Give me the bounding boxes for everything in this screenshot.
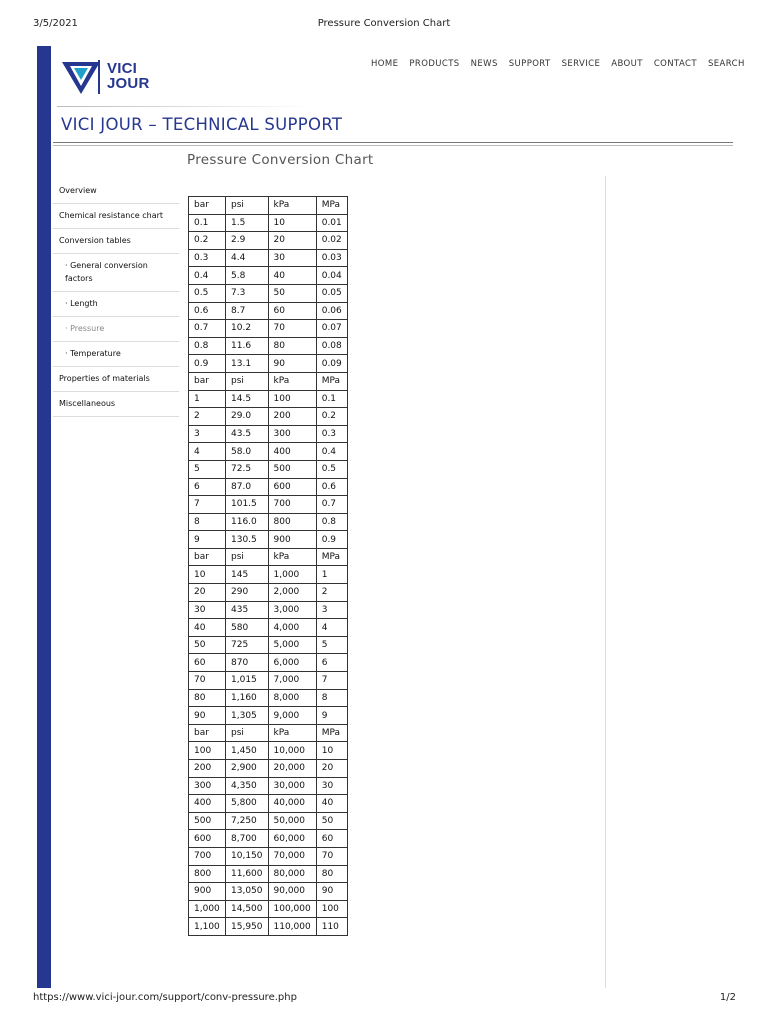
table-cell: 0.1 — [189, 214, 226, 232]
table-row — [189, 408, 348, 426]
table-cell: 300 — [268, 425, 316, 443]
table-cell: 5.8 — [226, 267, 269, 285]
table-cell: 0.8 — [189, 337, 226, 355]
table-cell: 1,450 — [226, 742, 269, 760]
table-cell: 60,000 — [268, 830, 316, 848]
table-cell: 4 — [189, 443, 226, 461]
table-cell: 8 — [189, 513, 226, 531]
table-cell: 400 — [268, 443, 316, 461]
table-cell: 0.9 — [316, 531, 347, 549]
table-row — [189, 302, 348, 320]
table-cell: 80 — [268, 337, 316, 355]
sidebar-item[interactable]: Overview — [53, 179, 179, 204]
print-url: https://www.vici-jour.com/support/conv-pressure.php — [33, 992, 297, 1003]
table-row — [189, 267, 348, 285]
table-row — [189, 320, 348, 338]
table-header-row — [189, 197, 348, 215]
table-cell: 30 — [268, 249, 316, 267]
table-header-row — [189, 372, 348, 390]
table-row — [189, 478, 348, 496]
table-cell: 4,000 — [268, 619, 316, 637]
table-cell: 100,000 — [268, 900, 316, 918]
table-cell: 435 — [226, 601, 269, 619]
table-row — [189, 636, 348, 654]
table-cell: 100 — [268, 390, 316, 408]
table-row — [189, 337, 348, 355]
table-cell: bar — [189, 372, 226, 390]
table-cell: 100 — [189, 742, 226, 760]
table-cell: 0.6 — [189, 302, 226, 320]
main-nav — [371, 59, 745, 69]
table-cell: 70,000 — [268, 847, 316, 865]
table-cell: 2 — [189, 408, 226, 426]
table-cell: 50 — [316, 812, 347, 830]
table-row — [189, 830, 348, 848]
sidebar-item[interactable]: Properties of materials — [53, 367, 179, 392]
section-title: VICI JOUR – TECHNICAL SUPPORT — [61, 115, 343, 134]
table-cell: 14,500 — [226, 900, 269, 918]
table-cell: 600 — [189, 830, 226, 848]
table-cell: 13,050 — [226, 883, 269, 901]
table-cell: 50,000 — [268, 812, 316, 830]
table-cell: 80 — [189, 689, 226, 707]
table-cell: 87.0 — [226, 478, 269, 496]
table-cell: 7 — [316, 672, 347, 690]
table-cell: 0.01 — [316, 214, 347, 232]
table-cell: 1 — [316, 566, 347, 584]
table-cell: MPa — [316, 197, 347, 215]
table-cell: 8.7 — [226, 302, 269, 320]
table-cell: 20 — [189, 584, 226, 602]
table-cell: 500 — [268, 460, 316, 478]
logo-v-icon — [62, 60, 100, 94]
table-cell: 58.0 — [226, 443, 269, 461]
table-row — [189, 707, 348, 725]
table-cell: 13.1 — [226, 355, 269, 373]
table-cell: 80 — [316, 865, 347, 883]
table-cell: 10,000 — [268, 742, 316, 760]
table-cell: 0.06 — [316, 302, 347, 320]
table-cell: 5 — [316, 636, 347, 654]
table-cell: 9 — [189, 531, 226, 549]
table-cell: 700 — [268, 496, 316, 514]
table-cell: 0.04 — [316, 267, 347, 285]
table-cell: 0.2 — [316, 408, 347, 426]
table-cell: 300 — [189, 777, 226, 795]
table-cell: 50 — [189, 636, 226, 654]
table-row — [189, 672, 348, 690]
table-cell: 2,000 — [268, 584, 316, 602]
table-cell: 40,000 — [268, 795, 316, 813]
table-cell: 725 — [226, 636, 269, 654]
table-cell: MPa — [316, 548, 347, 566]
table-cell: 90,000 — [268, 883, 316, 901]
table-cell: 8,700 — [226, 830, 269, 848]
nav-search[interactable]: SEARCH — [707, 59, 745, 69]
table-cell: 400 — [189, 795, 226, 813]
table-cell: 10.2 — [226, 320, 269, 338]
table-row — [189, 689, 348, 707]
table-cell: 3 — [189, 425, 226, 443]
table-row — [189, 795, 348, 813]
table-cell: 900 — [268, 531, 316, 549]
table-cell: 0.05 — [316, 284, 347, 302]
table-cell: 30 — [189, 601, 226, 619]
table-cell: 0.5 — [189, 284, 226, 302]
table-cell: 2.9 — [226, 232, 269, 250]
table-cell: psi — [226, 372, 269, 390]
table-cell: 1,000 — [189, 900, 226, 918]
table-cell: 8,000 — [268, 689, 316, 707]
header-divider — [57, 106, 312, 107]
sidebar-item[interactable]: · Length — [53, 292, 179, 317]
table-cell: 0.8 — [316, 513, 347, 531]
accent-bar — [37, 46, 51, 988]
nav-news[interactable]: NEWS — [470, 59, 498, 69]
table-row — [189, 232, 348, 250]
table-row — [189, 496, 348, 514]
table-cell: 20,000 — [268, 760, 316, 778]
table-cell: 600 — [268, 478, 316, 496]
table-cell: 145 — [226, 566, 269, 584]
table-cell: 0.5 — [316, 460, 347, 478]
table-row — [189, 777, 348, 795]
sidebar-item[interactable]: · General conversion factors — [53, 254, 179, 292]
table-cell: 0.1 — [316, 390, 347, 408]
table-cell: 0.4 — [189, 267, 226, 285]
table-cell: 110,000 — [268, 918, 316, 936]
table-row — [189, 566, 348, 584]
table-cell: 101.5 — [226, 496, 269, 514]
table-cell: kPa — [268, 372, 316, 390]
table-row — [189, 460, 348, 478]
table-row — [189, 355, 348, 373]
table-cell: 10 — [268, 214, 316, 232]
table-cell: 0.2 — [189, 232, 226, 250]
title-divider-secondary — [53, 145, 733, 146]
table-cell: 1 — [189, 390, 226, 408]
table-cell: 40 — [189, 619, 226, 637]
table-cell: 9 — [316, 707, 347, 725]
table-cell: 15,950 — [226, 918, 269, 936]
table-cell: MPa — [316, 372, 347, 390]
table-row — [189, 883, 348, 901]
table-cell: 0.03 — [316, 249, 347, 267]
table-cell: 29.0 — [226, 408, 269, 426]
table-cell: kPa — [268, 548, 316, 566]
table-cell: 0.07 — [316, 320, 347, 338]
sidebar-nav — [53, 179, 179, 417]
table-cell: 40 — [268, 267, 316, 285]
table-cell: 14.5 — [226, 390, 269, 408]
sidebar-item[interactable]: Conversion tables — [53, 229, 179, 254]
table-cell: 1,160 — [226, 689, 269, 707]
pressure-conversion-table — [188, 196, 348, 936]
table-cell: 500 — [189, 812, 226, 830]
table-cell: 0.4 — [316, 443, 347, 461]
table-cell: 700 — [189, 847, 226, 865]
table-cell: 800 — [189, 865, 226, 883]
table-cell: 2,900 — [226, 760, 269, 778]
table-cell: 200 — [189, 760, 226, 778]
table-cell: 20 — [316, 760, 347, 778]
table-cell: 3 — [316, 601, 347, 619]
table-cell: 90 — [316, 883, 347, 901]
table-row — [189, 443, 348, 461]
table-cell: 0.7 — [316, 496, 347, 514]
table-cell: 7 — [189, 496, 226, 514]
table-row — [189, 513, 348, 531]
logo-text — [107, 61, 149, 91]
table-row — [189, 742, 348, 760]
table-row — [189, 918, 348, 936]
table-cell: 100 — [316, 900, 347, 918]
table-cell: 6 — [316, 654, 347, 672]
table-cell: 900 — [189, 883, 226, 901]
print-page-number: 1/2 — [719, 992, 736, 1003]
nav-service[interactable]: SERVICE — [561, 59, 601, 69]
logo-line2: JOUR — [107, 75, 150, 92]
nav-products[interactable]: PRODUCTS — [409, 59, 460, 69]
table-cell: 0.08 — [316, 337, 347, 355]
table-cell: 70 — [316, 847, 347, 865]
table-cell: 800 — [268, 513, 316, 531]
table-cell: 6,000 — [268, 654, 316, 672]
table-cell: 0.6 — [316, 478, 347, 496]
table-header-row — [189, 548, 348, 566]
table-cell: 7,250 — [226, 812, 269, 830]
table-cell: 30 — [316, 777, 347, 795]
table-cell: 1,100 — [189, 918, 226, 936]
table-cell: 7.3 — [226, 284, 269, 302]
table-cell: 6 — [189, 478, 226, 496]
table-cell: psi — [226, 197, 269, 215]
table-row — [189, 284, 348, 302]
table-cell: 7,000 — [268, 672, 316, 690]
table-cell: 10 — [316, 742, 347, 760]
table-cell: 5 — [189, 460, 226, 478]
table-row — [189, 619, 348, 637]
table-cell: 10,150 — [226, 847, 269, 865]
nav-contact[interactable]: CONTACT — [653, 59, 697, 69]
table-cell: 90 — [268, 355, 316, 373]
table-header-row — [189, 724, 348, 742]
table-cell: 580 — [226, 619, 269, 637]
table-cell: 870 — [226, 654, 269, 672]
table-cell: 0.3 — [189, 249, 226, 267]
table-cell: bar — [189, 548, 226, 566]
site-logo[interactable] — [62, 60, 162, 96]
table-cell: 200 — [268, 408, 316, 426]
table-cell: 8 — [316, 689, 347, 707]
table-cell: 0.02 — [316, 232, 347, 250]
table-cell: 1,305 — [226, 707, 269, 725]
table-cell: 4 — [316, 619, 347, 637]
table-cell: 50 — [268, 284, 316, 302]
table-cell: 0.09 — [316, 355, 347, 373]
table-cell: 130.5 — [226, 531, 269, 549]
nav-support[interactable]: SUPPORT — [508, 59, 551, 69]
table-row — [189, 214, 348, 232]
table-row — [189, 601, 348, 619]
sidebar-item[interactable]: Chemical resistance chart — [53, 204, 179, 229]
table-cell: 1.5 — [226, 214, 269, 232]
table-row — [189, 865, 348, 883]
logo-line1: VICI — [107, 60, 137, 77]
table-cell: 10 — [189, 566, 226, 584]
table-cell: 30,000 — [268, 777, 316, 795]
table-row — [189, 654, 348, 672]
table-cell: 3,000 — [268, 601, 316, 619]
nav-home[interactable]: HOME — [371, 59, 399, 69]
table-cell: 1,015 — [226, 672, 269, 690]
table-cell: 9,000 — [268, 707, 316, 725]
table-cell: 20 — [268, 232, 316, 250]
table-cell: 11.6 — [226, 337, 269, 355]
table-cell: 2 — [316, 584, 347, 602]
table-cell: kPa — [268, 197, 316, 215]
table-cell: bar — [189, 724, 226, 742]
table-cell: psi — [226, 548, 269, 566]
table-row — [189, 760, 348, 778]
table-cell: 110 — [316, 918, 347, 936]
sidebar-item[interactable]: · Pressure — [53, 317, 179, 342]
table-row — [189, 425, 348, 443]
table-cell: 290 — [226, 584, 269, 602]
table-cell: 4,350 — [226, 777, 269, 795]
table-cell: 5,000 — [268, 636, 316, 654]
table-cell: 90 — [189, 707, 226, 725]
table-cell: 116.0 — [226, 513, 269, 531]
table-cell: 0.7 — [189, 320, 226, 338]
table-cell: 70 — [268, 320, 316, 338]
table-row — [189, 531, 348, 549]
table-cell: 70 — [189, 672, 226, 690]
table-row — [189, 390, 348, 408]
table-row — [189, 847, 348, 865]
table-cell: 40 — [316, 795, 347, 813]
table-row — [189, 900, 348, 918]
table-cell: 60 — [189, 654, 226, 672]
table-cell: psi — [226, 724, 269, 742]
table-cell: 0.9 — [189, 355, 226, 373]
table-cell: 43.5 — [226, 425, 269, 443]
table-row — [189, 812, 348, 830]
table-cell: 1,000 — [268, 566, 316, 584]
print-date: 3/5/2021 — [33, 18, 78, 29]
table-row — [189, 584, 348, 602]
table-cell: MPa — [316, 724, 347, 742]
table-cell: 60 — [268, 302, 316, 320]
sidebar-item[interactable]: Miscellaneous — [53, 392, 179, 417]
table-cell: 4.4 — [226, 249, 269, 267]
nav-about[interactable]: ABOUT — [611, 59, 643, 69]
table-cell: 11,600 — [226, 865, 269, 883]
table-cell: 0.3 — [316, 425, 347, 443]
table-cell: 72.5 — [226, 460, 269, 478]
sidebar-item[interactable]: · Temperature — [53, 342, 179, 367]
content-divider — [605, 176, 606, 988]
table-cell: 60 — [316, 830, 347, 848]
table-cell: 5,800 — [226, 795, 269, 813]
print-title: Pressure Conversion Chart — [317, 18, 451, 29]
table-cell: bar — [189, 197, 226, 215]
table-cell: kPa — [268, 724, 316, 742]
page-heading: Pressure Conversion Chart — [187, 152, 374, 168]
table-row — [189, 249, 348, 267]
table-cell: 80,000 — [268, 865, 316, 883]
title-divider — [53, 142, 733, 143]
